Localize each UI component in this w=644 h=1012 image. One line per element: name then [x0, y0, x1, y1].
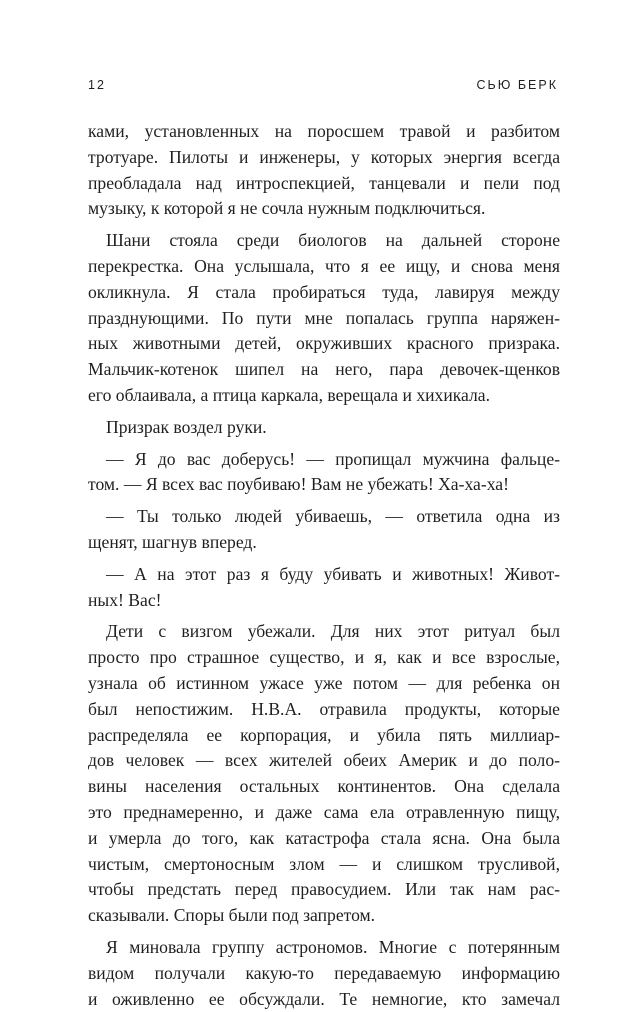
text-line: вины населения остальных континентов. Она сделала — [88, 774, 560, 800]
paragraph — [88, 415, 560, 441]
text-line: его облаивала, а птица каркала, верещала и хихикала. — [88, 383, 560, 409]
text-line: был непостижим. Н.В.А. отравила продукты, которые — [88, 697, 560, 723]
text-line: преобладала над интроспекцией, танцевали и пели под — [88, 171, 560, 197]
paragraph — [88, 562, 560, 614]
text-line: Призрак воздел руки. — [88, 415, 560, 441]
text-line: чтобы предстать перед правосудием. Или так нам рас- — [88, 877, 560, 903]
text-line: ками, установленных на поросшем травой и разбитом — [88, 119, 560, 145]
text-line: видом получали какую-то передаваемую информацию — [88, 961, 560, 987]
text-line: дов человек — всех жителей обеих Америк и до поло- — [88, 748, 560, 774]
text-line: ных! Вас! — [88, 588, 560, 614]
text-line: распределяла ее корпорация, и убила пять миллиар- — [88, 723, 560, 749]
page-number: 12 — [88, 78, 106, 92]
text-line: окликнула. Я стала пробираться туда, лавируя между — [88, 280, 560, 306]
book-author: СЬЮ БЕРК — [477, 78, 559, 92]
text-line: Дети с визгом убежали. Для них этот ритуал был — [88, 619, 560, 645]
text-line: Я миновала группу астрономов. Многие с потерянным — [88, 935, 560, 961]
running-head — [88, 78, 558, 98]
paragraph — [88, 935, 560, 1012]
text-line: Шани стояла среди биологов на дальней стороне — [88, 228, 560, 254]
paragraph — [88, 228, 560, 409]
text-line: — Ты только людей убиваешь, — ответила одна из — [88, 504, 560, 530]
text-line: это преднамеренно, и даже сама ела отравленную пищу, — [88, 800, 560, 826]
text-line: тротуаре. Пилоты и инженеры, у которых энергия всегда — [88, 145, 560, 171]
text-line: том. — Я всех вас поубиваю! Вам не убежать! Ха-ха-ха! — [88, 472, 560, 498]
text-line: празднующими. По пути мне попалась группа наряжен- — [88, 306, 560, 332]
text-line: Мальчик-котенок шипел на него, пара девочек-щенков — [88, 357, 560, 383]
paragraph — [88, 619, 560, 929]
text-line: щенят, шагнув вперед. — [88, 530, 560, 556]
text-line: — А на этот раз я буду убивать и животных! Живот- — [88, 562, 560, 588]
text-line: узнала об истинном ужасе уже потом — для ребенка он — [88, 671, 560, 697]
text-line: сказывали. Споры были под запретом. — [88, 903, 560, 929]
text-line: и оживленно ее обсуждали. Те немногие, кто замечал — [88, 987, 560, 1012]
paragraph — [88, 119, 560, 222]
paragraph — [88, 504, 560, 556]
text-line: и умерла до того, как катастрофа стала ясна. Она была — [88, 826, 560, 852]
text-line: музыку, к которой я не сочла нужным подключиться. — [88, 196, 560, 222]
text-line: — Я до вас доберусь! — пропищал мужчина фальце- — [88, 447, 560, 473]
body-text — [88, 119, 560, 1012]
text-line: ных животными детей, окруживших красного призрака. — [88, 331, 560, 357]
text-line: просто про страшное существо, и я, как и все взрослые, — [88, 645, 560, 671]
paragraph — [88, 447, 560, 499]
text-line: перекрестка. Она услышала, что я ее ищу, и снова меня — [88, 254, 560, 280]
text-line: чистым, смертоносным злом — и слишком трусливой, — [88, 852, 560, 878]
